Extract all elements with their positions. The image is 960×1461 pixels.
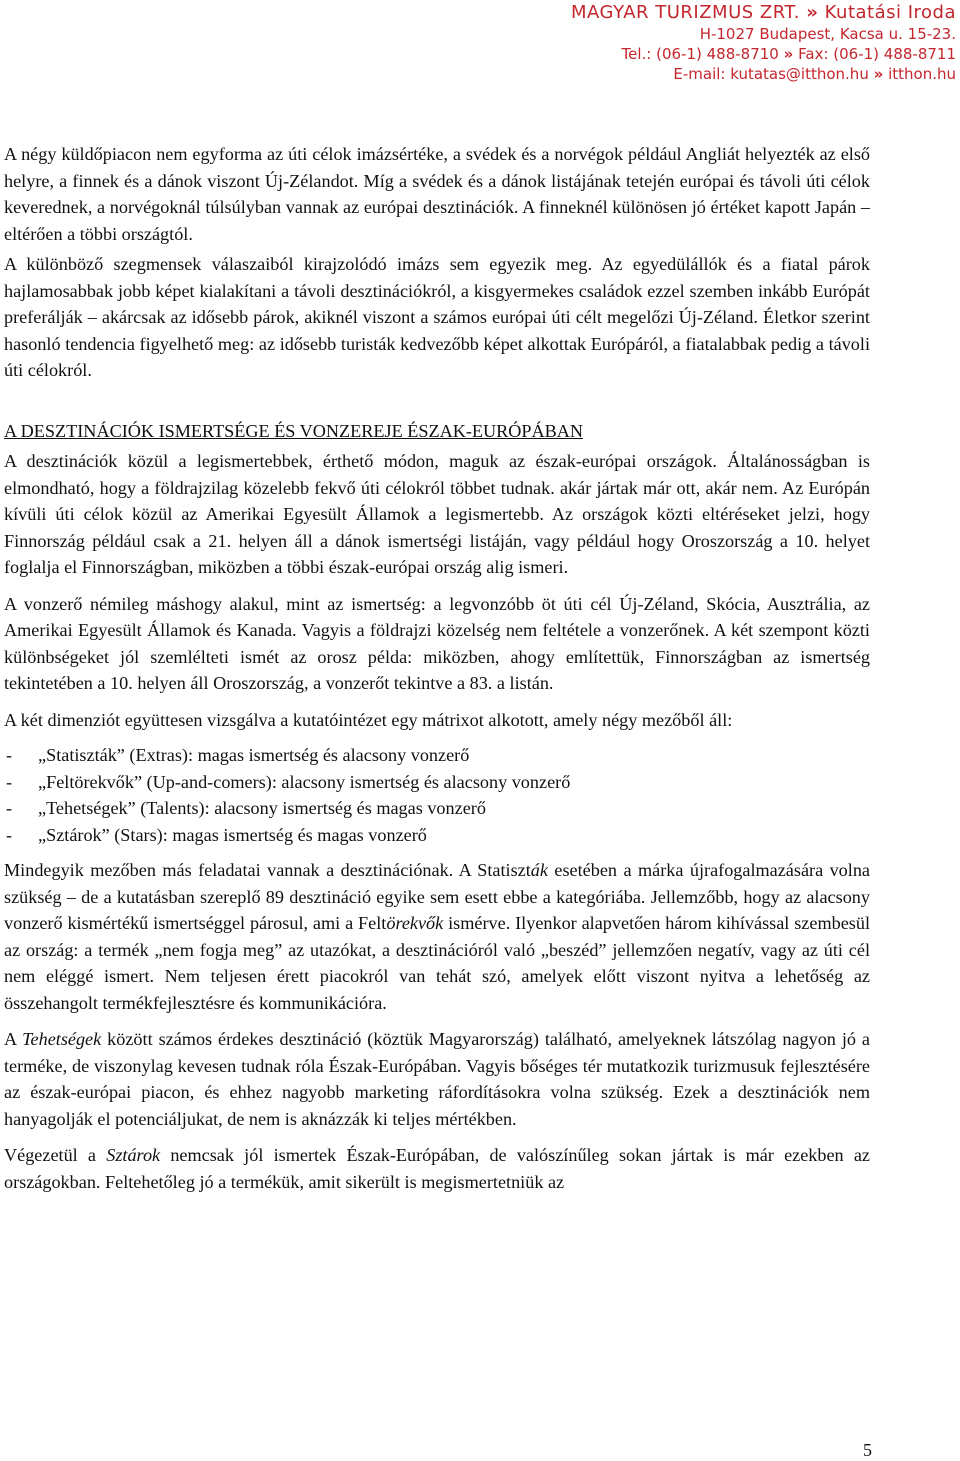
- section-heading: A DESZTINÁCIÓK ISMERTSÉGE ÉS VONZEREJE ÉSZAK-EURÓPÁBAN: [4, 420, 584, 441]
- italic-run: Sztárok: [106, 1145, 161, 1165]
- fax: Fax: (06-1) 488-8711: [798, 45, 956, 63]
- paragraph-vonzero: A vonzerő némileg máshogy alakul, mint az ismertség: a legvonzóbb öt úti cél Új-Zéland, Skócia, Ausztrália, az Amerikai Egyesült Államok és Kanada. Vagyis a földrajzi közelség nem feltétele a vonzerőnek. A két szempont közti különbségeket jól szemlélteti ismét az orosz példa: miközben, ahogy említettük, Finnországban az ismertség tekintetében a 10. helyen áll Oroszország, a vonzerőt tekintve a 83. a listán.: [4, 593, 870, 693]
- separator: »: [783, 45, 794, 63]
- letterhead-phone-fax: [440, 44, 956, 64]
- text-run: ismérve. Ilyenkor alapvetően három kihívással szembesül az ország: a termék „nem fogja meg” az utazókat, a desztinációról való „beszéd” jellemzően negatív, vagy az úti cél nem eléggé ismert. Nem teljesen érett piacokról van tehát szó, amelyek előtt viszont nyitva a lehetőség az összehangolt termékfejlesztésre és kommunikációra.: [4, 913, 870, 1013]
- italic-run: örekvők: [386, 913, 444, 933]
- italic-run: Tehetségek: [22, 1029, 102, 1049]
- website-link[interactable]: itthon.hu: [888, 65, 956, 83]
- paragraph-ismertseg: A desztinációk közül a legismertebbek, érthető módon, maguk az észak-európai országok. Általánosságban is elmondható, hogy a földrajzilag közelebb fekvő úti célokról többet tudnak. akár jártak már ott, akár nem. Az Európán kívüli úti célok közül az Amerikai Egyesült Államok a legismertebb. Az országok közti eltéréseket jelzi, hogy Finnország például csak a 21. helyen áll a dánok ismertségi listáján, vagy például hogy Oroszország a 10. helyet foglalja el Finnországban, miközben a többi észak-európai ország alig ismeri.: [4, 451, 870, 577]
- paragraph-tehetsegek: [4, 1026, 870, 1132]
- text-run: Mindegyik mezőben más feladatai vannak a desztinációnak. A Statiszt: [4, 860, 531, 880]
- paragraph-matrix: A két dimenziót együttesen vizsgálva a kutatóintézet egy mátrixot alkotott, amely négy mezőből áll:: [4, 709, 733, 730]
- document-body: [4, 141, 870, 1195]
- matrix-list: [4, 742, 870, 848]
- separator: »: [873, 65, 884, 83]
- letterhead-contact: [440, 64, 956, 84]
- paragraph-imazs: A négy küldőpiacon nem egyforma az úti célok imázsértéke, a svédek és a norvégok például Angliát helyezték az első helyre, a finnek és a dánok viszont Új-Zélandot. Míg a svédek és a dánok listájának tetején európai és távoli úti célok keverednek, a norvégoknál túlsúlyban vannak az európai desztinációk. A finneknél különösen jó értéket kapott Japán – eltérően a többi országtól.: [4, 144, 870, 244]
- list-item: - „Sztárok” (Stars): magas ismertség és magas vonzerő: [4, 822, 870, 849]
- company-name: MAGYAR TURIZMUS ZRT.: [571, 2, 801, 23]
- separator: »: [806, 2, 819, 23]
- list-item: - „Feltörekvők” (Up-and-comers): alacsony ismertség és alacsony vonzerő: [4, 769, 870, 796]
- letterhead-address: H-1027 Budapest, Kacsa u. 15-23.: [699, 25, 956, 43]
- text-run: Végezetül a: [4, 1145, 107, 1165]
- department-name: Kutatási Iroda: [824, 2, 956, 23]
- page-number: 5: [863, 1440, 872, 1460]
- paragraph-szegmensek: A különböző szegmensek válaszaiból kirajzolódó imázs sem egyezik meg. Az egyedülállók és a fiatal párok hajlamosabbak jobb képet kialakítani a távoli desztinációkról, a kisgyermekes családok ezzel szemben inkább Európát preferálják – akárcsak az idősebb párok, akiknél viszont a számos európai úti célt megelőzi Új-Zéland. Életkor szerint hasonló tendencia figyelhető meg: az idősebb turisták kedvezőbb képet alkottak Európáról, a fiatalabbak pedig a távoli úti célokról.: [4, 254, 870, 380]
- italic-run: ák: [530, 860, 548, 880]
- letterhead-title: [440, 2, 956, 24]
- list-item: - „Tehetségek” (Talents): alacsony ismertség és magas vonzerő: [4, 795, 870, 822]
- text-run: A: [4, 1029, 23, 1049]
- text-run: esetében a márka újrafogalmazására volna szükség – de a kutatásban szereplő 89 desztináció egyike sem esett ebbe a kategóriába. Jellemzőbb, hogy az alacsony vonzerő kismértékű ismertséggel párosul, ami a Felt: [4, 860, 870, 933]
- phone: Tel.: (06-1) 488-8710: [621, 45, 779, 63]
- letterhead: [440, 2, 960, 84]
- paragraph-mezok: [4, 857, 870, 1016]
- email-link[interactable]: E-mail: kutatas@itthon.hu: [673, 65, 869, 83]
- paragraph-sztarok: [4, 1142, 870, 1195]
- list-item: - „Statiszták” (Extras): magas ismertség és alacsony vonzerő: [4, 742, 870, 769]
- text-run: között számos érdekes desztináció (köztük Magyarország) található, amelyeknek látszólag nagyon jó a terméke, de viszonylag kevesen tudnak róla Észak-Európában. Vagyis bőséges tér mutatkozik turizmusuk fejlesztésére az észak-európai piacon, és ehhez nagyobb marketing ráfordításokra volna szükség. Ezek a desztinációk nem hanyagolják el potenciáljukat, de nem is aknázzák ki teljes mértékben.: [4, 1029, 870, 1129]
- text-run: nemcsak jól ismertek Észak-Európában, de valószínűleg sokan jártak is már ezekben az országokban. Feltehetőleg jó a termékük, amit sikerült is megismertetniük az: [4, 1145, 871, 1192]
